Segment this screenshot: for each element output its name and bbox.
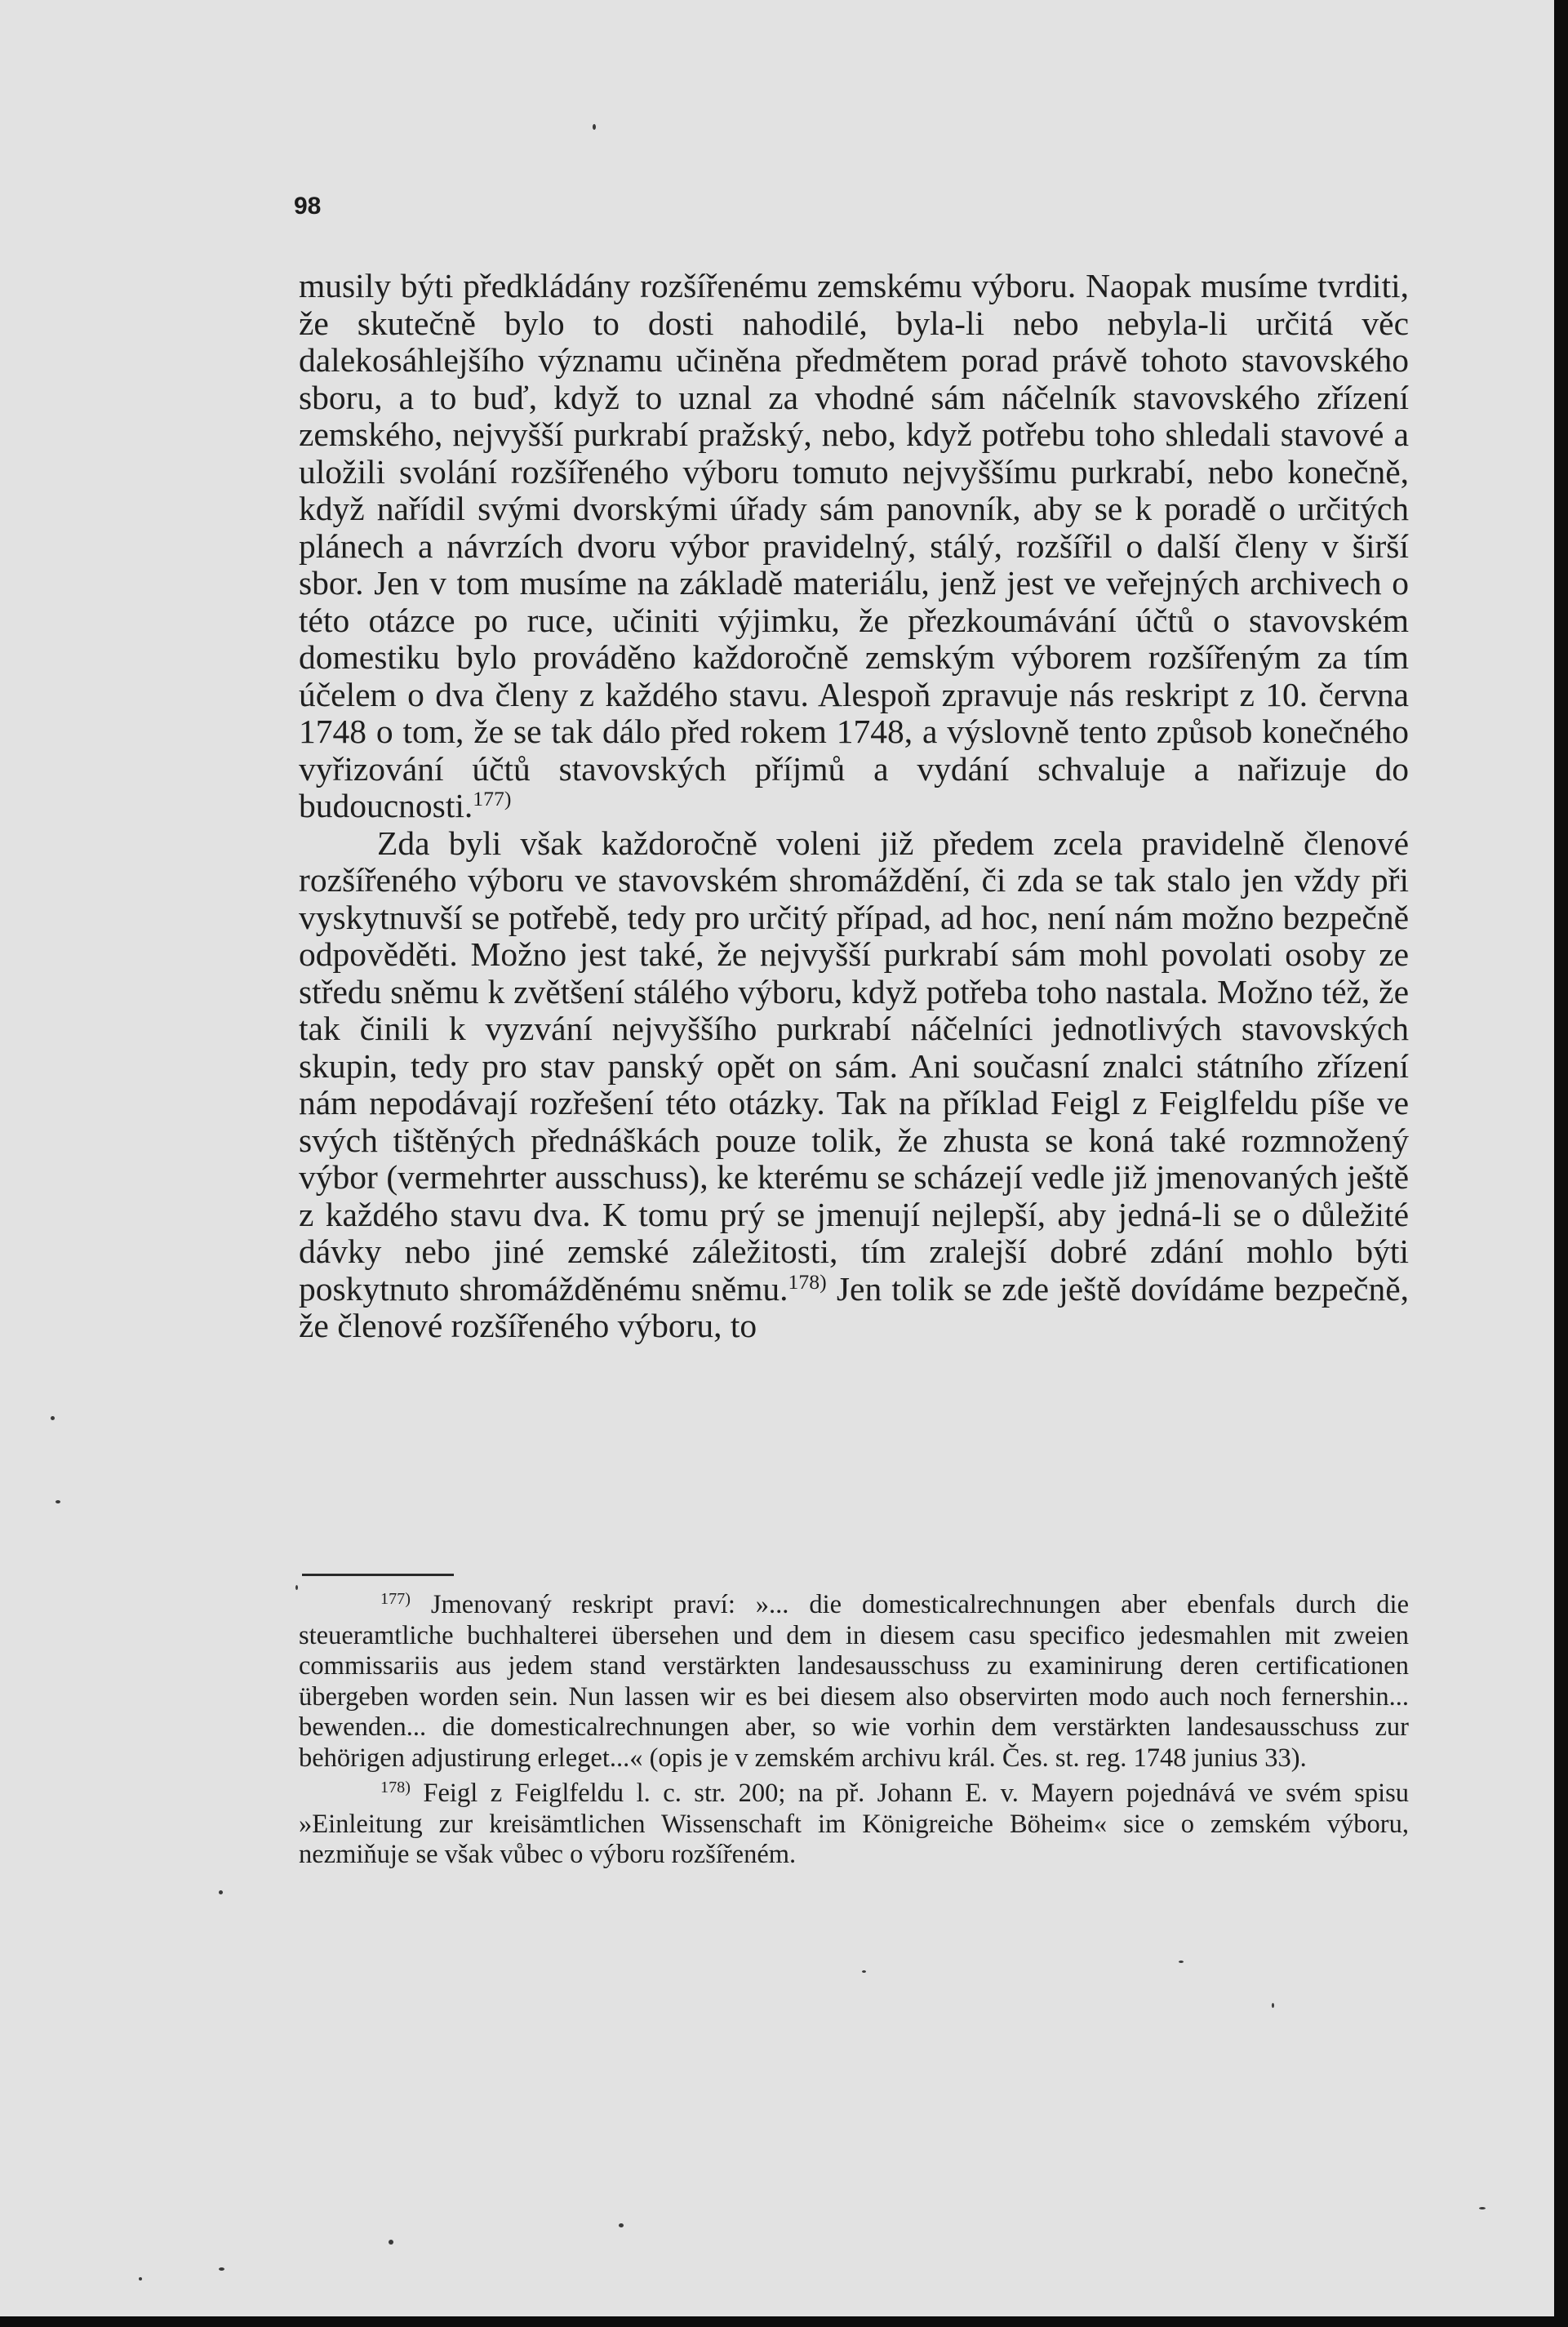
scan-speck <box>1479 2207 1486 2209</box>
scan-speck <box>219 2267 224 2271</box>
paragraph-2-text-a: Zda byli však každoročně voleni již předem zcela pravidelně členové rozšířeného výboru ve stavovském shromáždění, či zda se tak stalo jen vždy při vyskytnuvší se potřebě, tedy pro určitý případ, ad hoc, není nám možno bezpečně odpověděti. Možno jest také, že nejvyšší purkrabí sám mohl povolati osoby ze středu sněmu k zvětšení stálého výboru, když potřeba toho nastala. Možno též, že tak činili k vyzvání nejvyššího purkrabí náčelníci jednotlivých stavovských skupin, tedy pro stav panský opět on sám. Ani současní znalci státního zřízení nám nepodávají rozřešení této otázky. Tak na příklad Feigl z Feiglfeldu píše ve svých tištěných přednáškách pouze tolik, že zhusta se koná také rozmnožený výbor (vermehrter ausschuss), ke kterému se scházejí vedle již jmenovaných ještě z každého stavu dva. K tomu prý se jmenují nejlepší, aby jedná-li se o důležité dávky nebo jiné zemské záležitosti, tím zralejší dobré zdání mohlo býti poskytnuto shromážděnému sněmu. <box>299 824 1409 1308</box>
scan-speck <box>1179 1961 1184 1963</box>
footnote-178-number: 178 <box>380 1778 406 1796</box>
footnote-reference-178: 178) <box>788 1269 827 1294</box>
scan-speck <box>593 124 596 130</box>
page-number: 98 <box>294 193 322 220</box>
footnotes <box>299 1590 1409 1876</box>
scan-speck <box>51 1416 55 1420</box>
scan-speck <box>1272 2003 1274 2008</box>
footnote-177-mark: 177) <box>380 1589 411 1608</box>
footnote-177 <box>299 1590 1409 1774</box>
footnote-177-text: Jmenovaný reskript praví: »... die domesticalrechnungen aber ebenfals durch die steueramtliche buchhalterei übersehen und dem in diesem casu specifico jedesmahlen mit zweien commissariis aus jedem stand verstärkten landesausschuss zu examinirung deren certificationen übergeben worden sein. Nun lassen wir es bei diesem also observirten modo auch noch fernershin... bewenden... die domesticalrechnungen aber, so wie vorhin dem verstärkten landesausschuss zur behörigen adjustirung erleget...« (opis je v zemském archivu král. Čes. st. reg. 1748 junius 33). <box>299 1590 1410 1773</box>
footnote-reference-177-number: 177 <box>473 786 504 810</box>
footnote-reference-178-number: 178 <box>788 1269 820 1294</box>
paragraph-2-text-b: Jen tolik se zde ještě dovídáme bezpečně, že členové rozšířeného výboru, to <box>299 1269 1409 1344</box>
main-text <box>299 268 1409 1345</box>
paragraph-1-text: musily býti předkládány rozšířenému zemskému výboru. Naopak musíme tvrditi, že skutečně bylo to dosti nahodilé, byla-li nebo nebyla-li určitá věc dalekosáhlejšího významu učiněna předmětem porad právě tohoto stavovského sboru, a to buď, když to uznal za vhodné sám náčelník stavovského zřízení zemského, nejvyšší purkrabí pražský, nebo, když potřebu toho shledali stavové a uložili svolání rozšířeného výboru tomuto nejvyššímu purkrabí, nebo konečně, když nařídil svými dvorskými úřady sám panovník, aby se k poradě o určitých plánech a návrzích dvoru výbor pravidelný, stálý, rozšířil o další členy v širší sbor. Jen v tom musíme na základě materiálu, jenž jest ve veřejných archivech o této otázce po ruce, učiniti výjimku, že přezkoumávání účtů o stavovském domestiku bylo prováděno každoročně zemským výborem rozšířeným za tím účelem o dva členy z každého stavu. Alespoň zpravuje nás reskript z 10. června 1748 o tom, že se tak dálo před rokem 1748, a výslovně tento způsob konečného vyřizování účtů stavovských příjmů a vydání schvaluje a nařizuje do budoucnosti. <box>299 267 1409 824</box>
scan-speck <box>619 2223 624 2227</box>
paragraph-2 <box>299 825 1409 1345</box>
scan-speck <box>295 1585 298 1590</box>
footnote-separator <box>302 1574 454 1576</box>
paragraph-1 <box>299 268 1409 825</box>
scan-speck <box>219 1890 223 1894</box>
footnote-177-number: 177 <box>380 1589 406 1608</box>
scan-speck <box>389 2240 393 2245</box>
scan-speck <box>139 2277 142 2280</box>
footnote-178-text: Feigl z Feiglfeldu l. c. str. 200; na př. Johann E. v. Mayern pojednává ve svém spisu »Einleitung zur kreisämtlichen Wissenschaft im Königreiche Böheim« sice o zemském výboru, nezmiňuje se však vůbec o výboru rozšířeném. <box>299 1779 1410 1869</box>
scan-speck <box>862 1970 866 1973</box>
scan-speck <box>56 1500 60 1503</box>
footnote-reference-177: 177) <box>473 786 512 810</box>
footnote-178-mark: 178) <box>380 1778 411 1796</box>
footnote-178 <box>299 1779 1409 1871</box>
